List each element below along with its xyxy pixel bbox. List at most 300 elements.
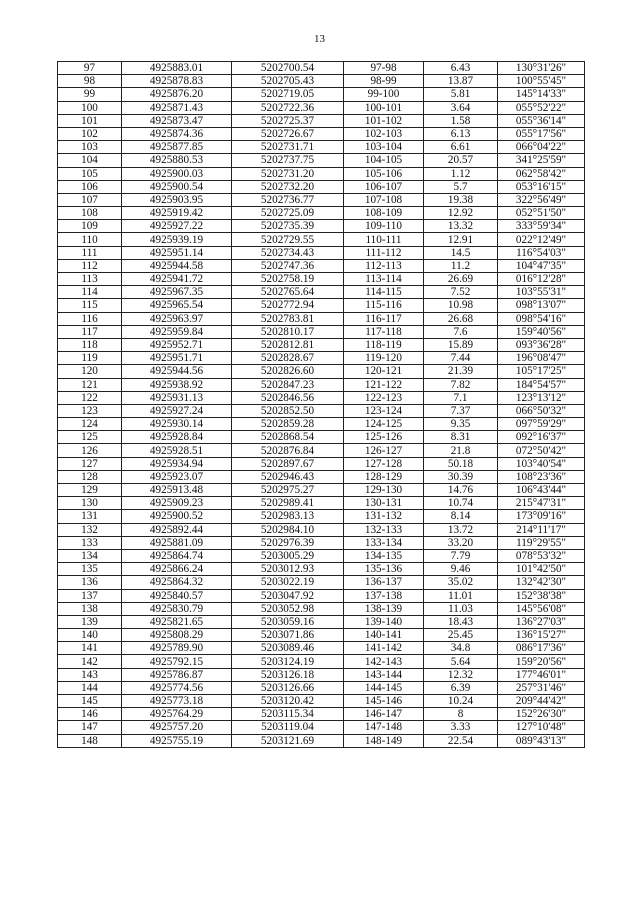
bearing-cell: 066°04'22" (498, 141, 585, 154)
x-coordinate-cell: 4925792.15 (122, 655, 232, 668)
point-number-cell: 140 (58, 629, 122, 642)
point-number-cell: 142 (58, 655, 122, 668)
x-coordinate-cell: 4925967.35 (122, 286, 232, 299)
bearing-cell: 136°27'03" (498, 615, 585, 628)
bearing-cell: 016°12'28" (498, 273, 585, 286)
segment-cell: 141-142 (344, 642, 424, 655)
point-number-cell: 109 (58, 220, 122, 233)
x-coordinate-cell: 4925928.51 (122, 444, 232, 457)
table-row (58, 734, 585, 747)
segment-cell: 138-139 (344, 602, 424, 615)
bearing-cell: 215°47'31" (498, 497, 585, 510)
table-row (58, 642, 585, 655)
y-coordinate-cell: 5202868.54 (232, 431, 344, 444)
length-cell: 9.46 (424, 563, 498, 576)
segment-cell: 128-129 (344, 470, 424, 483)
bearing-cell: 159°40'56" (498, 325, 585, 338)
length-cell: 20.57 (424, 154, 498, 167)
segment-cell: 123-124 (344, 404, 424, 417)
y-coordinate-cell: 5202859.28 (232, 418, 344, 431)
point-number-cell: 105 (58, 167, 122, 180)
y-coordinate-cell: 5203012.93 (232, 563, 344, 576)
point-number-cell: 143 (58, 668, 122, 681)
table-row (58, 141, 585, 154)
x-coordinate-cell: 4925830.79 (122, 602, 232, 615)
point-number-cell: 100 (58, 101, 122, 114)
point-number-cell: 114 (58, 286, 122, 299)
segment-cell: 132-133 (344, 523, 424, 536)
x-coordinate-cell: 4925900.52 (122, 510, 232, 523)
y-coordinate-cell: 5202722.36 (232, 101, 344, 114)
bearing-cell: 119°29'55" (498, 536, 585, 549)
table-row (58, 563, 585, 576)
y-coordinate-cell: 5203071.86 (232, 629, 344, 642)
bearing-cell: 209°44'42" (498, 695, 585, 708)
length-cell: 26.69 (424, 273, 498, 286)
y-coordinate-cell: 5203121.69 (232, 734, 344, 747)
x-coordinate-cell: 4925786.87 (122, 668, 232, 681)
bearing-cell: 052°51'50" (498, 207, 585, 220)
point-number-cell: 112 (58, 259, 122, 272)
y-coordinate-cell: 5202989.41 (232, 497, 344, 510)
x-coordinate-cell: 4925874.36 (122, 127, 232, 140)
segment-cell: 98-99 (344, 75, 424, 88)
table-row (58, 576, 585, 589)
bearing-cell: 105°17'25" (498, 365, 585, 378)
length-cell: 12.91 (424, 233, 498, 246)
length-cell: 7.6 (424, 325, 498, 338)
length-cell: 6.43 (424, 62, 498, 75)
point-number-cell: 97 (58, 62, 122, 75)
table-row (58, 391, 585, 404)
segment-cell: 121-122 (344, 378, 424, 391)
bearing-cell: 101°42'50" (498, 563, 585, 576)
point-number-cell: 125 (58, 431, 122, 444)
length-cell: 35.02 (424, 576, 498, 589)
x-coordinate-cell: 4925927.22 (122, 220, 232, 233)
point-number-cell: 121 (58, 378, 122, 391)
x-coordinate-cell: 4925931.13 (122, 391, 232, 404)
point-number-cell: 101 (58, 114, 122, 127)
point-number-cell: 122 (58, 391, 122, 404)
y-coordinate-cell: 5202765.64 (232, 286, 344, 299)
segment-cell: 97-98 (344, 62, 424, 75)
segment-cell: 127-128 (344, 457, 424, 470)
bearing-cell: 116°54'03" (498, 246, 585, 259)
x-coordinate-cell: 4925864.32 (122, 576, 232, 589)
segment-cell: 142-143 (344, 655, 424, 668)
y-coordinate-cell: 5202719.05 (232, 88, 344, 101)
table-row (58, 180, 585, 193)
segment-cell: 118-119 (344, 338, 424, 351)
length-cell: 12.32 (424, 668, 498, 681)
point-number-cell: 107 (58, 193, 122, 206)
point-number-cell: 148 (58, 734, 122, 747)
length-cell: 7.37 (424, 404, 498, 417)
table-row (58, 246, 585, 259)
point-number-cell: 129 (58, 484, 122, 497)
table-row (58, 207, 585, 220)
length-cell: 7.82 (424, 378, 498, 391)
x-coordinate-cell: 4925840.57 (122, 589, 232, 602)
table-row (58, 127, 585, 140)
y-coordinate-cell: 5202810.17 (232, 325, 344, 338)
segment-cell: 107-108 (344, 193, 424, 206)
bearing-cell: 072°50'42" (498, 444, 585, 457)
bearing-cell: 152°38'38" (498, 589, 585, 602)
y-coordinate-cell: 5202876.84 (232, 444, 344, 457)
segment-cell: 99-100 (344, 88, 424, 101)
point-number-cell: 136 (58, 576, 122, 589)
x-coordinate-cell: 4925965.54 (122, 299, 232, 312)
bearing-cell: 097°59'29" (498, 418, 585, 431)
y-coordinate-cell: 5202846.56 (232, 391, 344, 404)
point-number-cell: 99 (58, 88, 122, 101)
y-coordinate-cell: 5202729.55 (232, 233, 344, 246)
point-number-cell: 116 (58, 312, 122, 325)
x-coordinate-cell: 4925939.19 (122, 233, 232, 246)
table-row (58, 589, 585, 602)
segment-cell: 139-140 (344, 615, 424, 628)
length-cell: 1.58 (424, 114, 498, 127)
segment-cell: 143-144 (344, 668, 424, 681)
bearing-cell: 093°36'28" (498, 338, 585, 351)
length-cell: 6.13 (424, 127, 498, 140)
y-coordinate-cell: 5203120.42 (232, 695, 344, 708)
length-cell: 25.45 (424, 629, 498, 642)
y-coordinate-cell: 5202725.09 (232, 207, 344, 220)
x-coordinate-cell: 4925934.94 (122, 457, 232, 470)
y-coordinate-cell: 5203059.16 (232, 615, 344, 628)
y-coordinate-cell: 5202976.39 (232, 536, 344, 549)
table-row (58, 299, 585, 312)
x-coordinate-cell: 4925919.42 (122, 207, 232, 220)
point-number-cell: 115 (58, 299, 122, 312)
y-coordinate-cell: 5203126.18 (232, 668, 344, 681)
y-coordinate-cell: 5202847.23 (232, 378, 344, 391)
point-number-cell: 133 (58, 536, 122, 549)
length-cell: 6.61 (424, 141, 498, 154)
x-coordinate-cell: 4925941.72 (122, 273, 232, 286)
length-cell: 14.5 (424, 246, 498, 259)
segment-cell: 148-149 (344, 734, 424, 747)
x-coordinate-cell: 4925864.74 (122, 549, 232, 562)
x-coordinate-cell: 4925873.47 (122, 114, 232, 127)
segment-cell: 135-136 (344, 563, 424, 576)
x-coordinate-cell: 4925881.09 (122, 536, 232, 549)
table-row (58, 510, 585, 523)
segment-cell: 111-112 (344, 246, 424, 259)
y-coordinate-cell: 5203005.29 (232, 549, 344, 562)
table-row (58, 88, 585, 101)
bearing-cell: 086°17'36" (498, 642, 585, 655)
table-row (58, 167, 585, 180)
point-number-cell: 147 (58, 721, 122, 734)
length-cell: 26.68 (424, 312, 498, 325)
bearing-cell: 092°16'37" (498, 431, 585, 444)
y-coordinate-cell: 5202758.19 (232, 273, 344, 286)
length-cell: 11.01 (424, 589, 498, 602)
bearing-cell: 145°56'08" (498, 602, 585, 615)
table-row (58, 404, 585, 417)
table-row (58, 233, 585, 246)
y-coordinate-cell: 5202772.94 (232, 299, 344, 312)
table-row (58, 431, 585, 444)
length-cell: 18.43 (424, 615, 498, 628)
bearing-cell: 053°16'15" (498, 180, 585, 193)
length-cell: 11.2 (424, 259, 498, 272)
page-number: 13 (314, 33, 325, 45)
y-coordinate-cell: 5203115.34 (232, 708, 344, 721)
length-cell: 15.89 (424, 338, 498, 351)
segment-cell: 133-134 (344, 536, 424, 549)
segment-cell: 129-130 (344, 484, 424, 497)
x-coordinate-cell: 4925909.23 (122, 497, 232, 510)
x-coordinate-cell: 4925789.90 (122, 642, 232, 655)
x-coordinate-cell: 4925951.14 (122, 246, 232, 259)
segment-cell: 116-117 (344, 312, 424, 325)
table-row (58, 536, 585, 549)
bearing-cell: 104°47'35" (498, 259, 585, 272)
segment-cell: 112-113 (344, 259, 424, 272)
table-row (58, 312, 585, 325)
length-cell: 13.72 (424, 523, 498, 536)
y-coordinate-cell: 5202732.20 (232, 180, 344, 193)
x-coordinate-cell: 4925938.92 (122, 378, 232, 391)
x-coordinate-cell: 4925927.24 (122, 404, 232, 417)
bearing-cell: 127°10'48" (498, 721, 585, 734)
table-row (58, 708, 585, 721)
table-row (58, 114, 585, 127)
bearing-cell: 055°52'22" (498, 101, 585, 114)
table-row (58, 273, 585, 286)
y-coordinate-cell: 5202731.20 (232, 167, 344, 180)
segment-cell: 117-118 (344, 325, 424, 338)
segment-cell: 106-107 (344, 180, 424, 193)
length-cell: 30.39 (424, 470, 498, 483)
segment-cell: 137-138 (344, 589, 424, 602)
x-coordinate-cell: 4925755.19 (122, 734, 232, 747)
length-cell: 5.7 (424, 180, 498, 193)
length-cell: 14.76 (424, 484, 498, 497)
x-coordinate-cell: 4925876.20 (122, 88, 232, 101)
y-coordinate-cell: 5203089.46 (232, 642, 344, 655)
bearing-cell: 100°55'45" (498, 75, 585, 88)
x-coordinate-cell: 4925871.43 (122, 101, 232, 114)
y-coordinate-cell: 5202826.60 (232, 365, 344, 378)
x-coordinate-cell: 4925951.71 (122, 352, 232, 365)
point-number-cell: 126 (58, 444, 122, 457)
x-coordinate-cell: 4925774.56 (122, 681, 232, 694)
point-number-cell: 98 (58, 75, 122, 88)
x-coordinate-cell: 4925757.20 (122, 721, 232, 734)
length-cell: 19.38 (424, 193, 498, 206)
segment-cell: 102-103 (344, 127, 424, 140)
bearing-cell: 062°58'42" (498, 167, 585, 180)
segment-cell: 113-114 (344, 273, 424, 286)
segment-cell: 147-148 (344, 721, 424, 734)
table-row (58, 75, 585, 88)
table-row (58, 286, 585, 299)
y-coordinate-cell: 5202731.71 (232, 141, 344, 154)
length-cell: 12.92 (424, 207, 498, 220)
x-coordinate-cell: 4925764.29 (122, 708, 232, 721)
table-row (58, 365, 585, 378)
bearing-cell: 173°09'16" (498, 510, 585, 523)
y-coordinate-cell: 5203052.98 (232, 602, 344, 615)
x-coordinate-cell: 4925930.14 (122, 418, 232, 431)
bearing-cell: 333°59'34" (498, 220, 585, 233)
point-number-cell: 123 (58, 404, 122, 417)
length-cell: 1.12 (424, 167, 498, 180)
point-number-cell: 135 (58, 563, 122, 576)
point-number-cell: 104 (58, 154, 122, 167)
segment-cell: 108-109 (344, 207, 424, 220)
y-coordinate-cell: 5202726.67 (232, 127, 344, 140)
x-coordinate-cell: 4925878.83 (122, 75, 232, 88)
bearing-cell: 177°46'01" (498, 668, 585, 681)
table-row (58, 352, 585, 365)
table-row (58, 62, 585, 75)
y-coordinate-cell: 5202734.43 (232, 246, 344, 259)
y-coordinate-cell: 5202705.43 (232, 75, 344, 88)
length-cell: 8 (424, 708, 498, 721)
length-cell: 13.32 (424, 220, 498, 233)
bearing-cell: 214°11'17" (498, 523, 585, 536)
length-cell: 21.8 (424, 444, 498, 457)
x-coordinate-cell: 4925944.58 (122, 259, 232, 272)
y-coordinate-cell: 5202828.67 (232, 352, 344, 365)
length-cell: 5.81 (424, 88, 498, 101)
table-row (58, 154, 585, 167)
x-coordinate-cell: 4925821.65 (122, 615, 232, 628)
bearing-cell: 022°12'49" (498, 233, 585, 246)
segment-cell: 109-110 (344, 220, 424, 233)
y-coordinate-cell: 5202812.81 (232, 338, 344, 351)
x-coordinate-cell: 4925903.95 (122, 193, 232, 206)
length-cell: 9.35 (424, 418, 498, 431)
bearing-cell: 055°36'14" (498, 114, 585, 127)
length-cell: 8.31 (424, 431, 498, 444)
table-row (58, 549, 585, 562)
length-cell: 7.79 (424, 549, 498, 562)
segment-cell: 124-125 (344, 418, 424, 431)
x-coordinate-cell: 4925883.01 (122, 62, 232, 75)
segment-cell: 104-105 (344, 154, 424, 167)
table-row (58, 470, 585, 483)
segment-cell: 122-123 (344, 391, 424, 404)
x-coordinate-cell: 4925877.85 (122, 141, 232, 154)
point-number-cell: 134 (58, 549, 122, 562)
length-cell: 8.14 (424, 510, 498, 523)
y-coordinate-cell: 5202735.39 (232, 220, 344, 233)
bearing-cell: 257°31'46" (498, 681, 585, 694)
x-coordinate-cell: 4925866.24 (122, 563, 232, 576)
length-cell: 7.1 (424, 391, 498, 404)
table-row (58, 695, 585, 708)
table-row (58, 681, 585, 694)
x-coordinate-cell: 4925928.84 (122, 431, 232, 444)
table-row (58, 497, 585, 510)
length-cell: 5.64 (424, 655, 498, 668)
table-row (58, 668, 585, 681)
segment-cell: 105-106 (344, 167, 424, 180)
y-coordinate-cell: 5203126.66 (232, 681, 344, 694)
segment-cell: 100-101 (344, 101, 424, 114)
y-coordinate-cell: 5203119.04 (232, 721, 344, 734)
y-coordinate-cell: 5202946.43 (232, 470, 344, 483)
bearing-cell: 103°55'31" (498, 286, 585, 299)
point-number-cell: 113 (58, 273, 122, 286)
segment-cell: 103-104 (344, 141, 424, 154)
x-coordinate-cell: 4925944.56 (122, 365, 232, 378)
table-row (58, 101, 585, 114)
length-cell: 6.39 (424, 681, 498, 694)
length-cell: 34.8 (424, 642, 498, 655)
table-row (58, 193, 585, 206)
point-number-cell: 130 (58, 497, 122, 510)
length-cell: 13.87 (424, 75, 498, 88)
point-number-cell: 124 (58, 418, 122, 431)
point-number-cell: 120 (58, 365, 122, 378)
point-number-cell: 138 (58, 602, 122, 615)
point-number-cell: 106 (58, 180, 122, 193)
point-number-cell: 144 (58, 681, 122, 694)
segment-cell: 114-115 (344, 286, 424, 299)
length-cell: 7.52 (424, 286, 498, 299)
x-coordinate-cell: 4925959.84 (122, 325, 232, 338)
point-number-cell: 108 (58, 207, 122, 220)
table-body (58, 62, 585, 748)
bearing-cell: 098°13'07" (498, 299, 585, 312)
segment-cell: 140-141 (344, 629, 424, 642)
bearing-cell: 322°56'49" (498, 193, 585, 206)
point-number-cell: 102 (58, 127, 122, 140)
y-coordinate-cell: 5202700.54 (232, 62, 344, 75)
table-row (58, 484, 585, 497)
bearing-cell: 055°17'56" (498, 127, 585, 140)
point-number-cell: 131 (58, 510, 122, 523)
table-row (58, 378, 585, 391)
point-number-cell: 139 (58, 615, 122, 628)
x-coordinate-cell: 4925900.03 (122, 167, 232, 180)
table-row (58, 418, 585, 431)
coordinates-table (57, 61, 585, 748)
x-coordinate-cell: 4925963.97 (122, 312, 232, 325)
point-number-cell: 146 (58, 708, 122, 721)
length-cell: 10.24 (424, 695, 498, 708)
point-number-cell: 110 (58, 233, 122, 246)
bearing-cell: 145°14'33" (498, 88, 585, 101)
bearing-cell: 123°13'12" (498, 391, 585, 404)
segment-cell: 119-120 (344, 352, 424, 365)
point-number-cell: 128 (58, 470, 122, 483)
y-coordinate-cell: 5203124.19 (232, 655, 344, 668)
point-number-cell: 111 (58, 246, 122, 259)
x-coordinate-cell: 4925892.44 (122, 523, 232, 536)
point-number-cell: 127 (58, 457, 122, 470)
bearing-cell: 103°40'54" (498, 457, 585, 470)
x-coordinate-cell: 4925900.54 (122, 180, 232, 193)
point-number-cell: 117 (58, 325, 122, 338)
length-cell: 3.64 (424, 101, 498, 114)
segment-cell: 134-135 (344, 549, 424, 562)
bearing-cell: 184°54'57" (498, 378, 585, 391)
point-number-cell: 145 (58, 695, 122, 708)
y-coordinate-cell: 5202984.10 (232, 523, 344, 536)
segment-cell: 130-131 (344, 497, 424, 510)
length-cell: 7.44 (424, 352, 498, 365)
